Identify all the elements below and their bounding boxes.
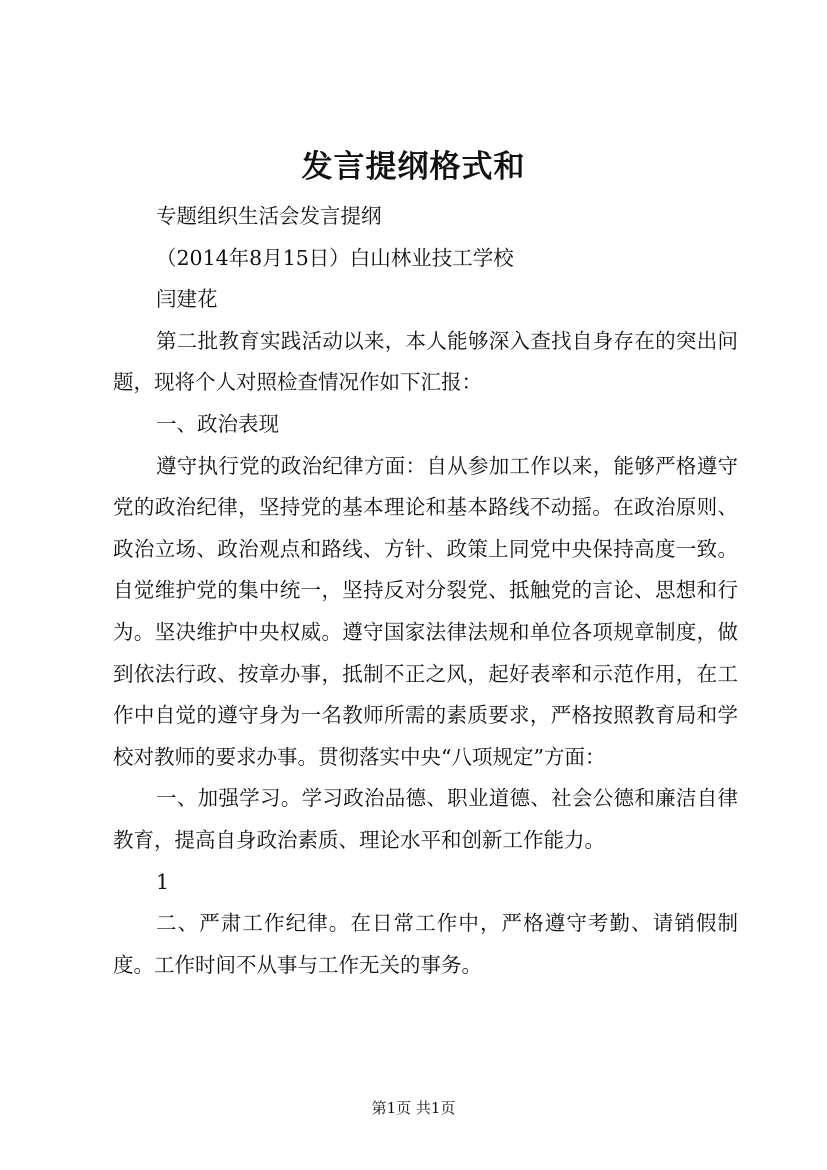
paragraph-intro: 第二批教育实践活动以来，本人能够深入查找自身存在的突出问题，现将个人对照检查情况作如下汇报：	[113, 328, 738, 395]
document-title: 发言提纲格式和	[301, 149, 526, 185]
paragraph-work-discipline: 二、严肃工作纪律。在日常工作中，严格遵守考勤、请销假制度。工作时间不从事与工作无关的事务。	[113, 911, 738, 977]
paragraph-page-number: 1	[156, 869, 170, 894]
paragraph-political-discipline: 遵守执行党的政治纪律方面：自从参加工作以来，能够严格遵守党的政治纪律，坚持党的基本理论和基本路线不动摇。在政治原则、政治立场、政治观点和路线、方针、政策上同党中央保持高度一致。自觉维护党的集中统一，坚持反对分裂党、抵触党的言论、思想和行为。坚决维护中央权威。遵守国家法律法规和单位各项规章制度，做到依法行政、按章办事，抵制不正之风，起好表率和示范作用，在工作中自觉的遵守身为一名教师所需的素质要求，严格按照教育局和学校对教师的要求办事。贯彻落实中央“八项规定”方面：	[113, 453, 738, 769]
paragraph-date-school: （2014年8月15日）白山林业技工学校	[156, 245, 514, 270]
paragraph-author: 闫建花	[156, 287, 218, 312]
document-body	[113, 196, 738, 986]
paragraph-subtitle: 专题组织生活会发言提纲	[156, 204, 382, 228]
page-footer: 第1页 共1页	[371, 1099, 456, 1117]
heading-political-performance: 一、政治表现	[156, 411, 279, 436]
paragraph-strengthen-study: 一、加强学习。学习政治品德、职业道德、社会公德和廉洁自律教育，提高自身政治素质、理论水平和创新工作能力。	[113, 786, 738, 852]
